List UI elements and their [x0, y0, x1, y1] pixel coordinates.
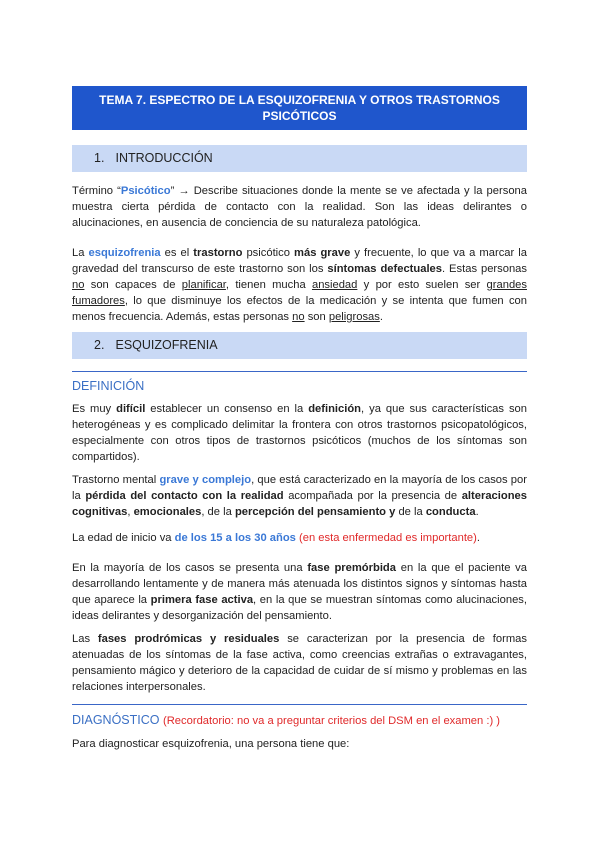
bold-text: emocionales: [133, 506, 202, 518]
text-run: son: [304, 311, 329, 323]
highlight-text: grave y complejo: [159, 474, 252, 486]
definicion-paragraph-4: [72, 560, 527, 624]
text-run: establecer un consenso en la: [145, 403, 309, 415]
underlined-text: ansiedad: [311, 279, 358, 291]
bold-text: síntomas defectuales: [327, 263, 443, 275]
text-run: en la que el paciente va desarrollando lentamente y de manera más atenuada los distintos signos y síntomas hasta que aparece la: [72, 562, 527, 606]
underlined-text: peligrosas: [328, 311, 380, 323]
document-title: [72, 86, 527, 130]
text-run: ,: [127, 506, 134, 518]
bold-text: definición: [308, 403, 362, 415]
text-run: se caracterizan por la presencia de formas atenuadas de los síntomas de la fase activa, como creencias extrañas o extravagantes, pensamiento mágico y deterioro de la capacidad de cuidar de sí mismo y problemas en las relaciones interpersonales.: [72, 633, 527, 693]
text-run: , de la: [201, 506, 235, 518]
text-run: Es muy: [72, 403, 117, 415]
bold-text: alteraciones cognitivas: [72, 490, 527, 518]
text-run: Para diagnosticar esquizofrenia, una persona tiene que:: [72, 738, 350, 750]
bold-text: fase premórbida: [307, 562, 396, 574]
text-run: , tienen mucha: [225, 279, 312, 291]
definicion-paragraph-2: [72, 472, 527, 520]
text-run: y frecuente, lo que va a marcar la gravedad del transcurso de este trastorno son los: [72, 247, 527, 275]
section-label: INTRODUCCIÓN: [115, 151, 213, 165]
term-esquizofrenia: esquizofrenia: [88, 247, 161, 259]
text-run: es el: [160, 247, 194, 259]
underlined-text: grandes fumadores: [72, 279, 527, 307]
text-run: psicótico: [242, 247, 295, 259]
text-run: . Estas personas: [442, 263, 527, 275]
term-psicotico: Psicótico: [120, 185, 171, 197]
underlined-text: no: [292, 311, 305, 323]
bold-text: pérdida del contacto con la realidad: [85, 490, 284, 502]
section-number: 1.: [94, 151, 105, 165]
text-run: ” → Describe situaciones donde la mente se ve afectada y la persona muestra cierta pérdida de contacto con la realidad. Son las ideas delirantes o alucinaciones, en ausencia de conciencia de su naturaleza patológica.: [72, 185, 527, 229]
diagnostico-paragraph-1: [72, 736, 527, 752]
bold-text: más grave: [294, 247, 351, 259]
definicion-paragraph-1: [72, 401, 527, 465]
intro-paragraph-2: [72, 245, 527, 325]
text-run: , lo que disminuye los efectos de la medicación y se intenta que fumen con menos frecuencia. Además, estas personas: [72, 295, 527, 323]
text-run: Término “: [72, 185, 121, 197]
subheading-definicion: DEFINICIÓN: [72, 379, 145, 393]
document-title-text: TEMA 7. ESPECTRO DE LA ESQUIZOFRENIA Y OTROS TRASTORNOS PSICÓTICOS: [99, 93, 500, 123]
bold-text: primera fase activa: [150, 594, 254, 606]
intro-paragraph-1: [72, 183, 527, 231]
highlight-text: de los 15 a los 30 años: [174, 532, 296, 544]
section-label: ESQUIZOFRENIA: [115, 338, 218, 352]
divider-line: [72, 371, 527, 372]
definicion-paragraph-3: [72, 530, 527, 546]
bold-text: conducta: [425, 506, 476, 518]
bold-text: trastorno: [193, 247, 243, 259]
red-note: (en esta enfermedad es importante): [299, 532, 477, 544]
text-run: .: [379, 311, 383, 323]
bold-text: percepción del pensamiento y: [234, 506, 396, 518]
text-run: La: [72, 247, 89, 259]
text-run: , en la que se muestran síntomas como alucinaciones, ideas delirantes y desorganización del pensamiento.: [72, 594, 527, 622]
definicion-paragraph-5: [72, 631, 527, 695]
section-heading-esquizofrenia: [72, 332, 527, 359]
text-run: Las: [72, 633, 98, 645]
diagnostico-note: (Recordatorio: no va a preguntar criterios del DSM en el examen :) ): [163, 715, 501, 727]
text-run: .: [475, 506, 479, 518]
text-run: Trastorno mental: [72, 474, 160, 486]
underlined-text: no: [72, 279, 85, 291]
section-number: 2.: [94, 338, 105, 352]
text-run: La edad de inicio va: [72, 532, 175, 544]
text-run: , ya que sus características son heterogéneas y es complicado delimitar la frontera con otros trastornos psicopatológicos, especialmente con otros tipos de trastornos psicóticos (muchos de los síntomas son compartidos).: [72, 403, 527, 463]
section-heading-introduccion: [72, 145, 527, 172]
text-run: En la mayoría de los casos se presenta una: [72, 562, 308, 574]
text-run: , que está caracterizado en la mayoría de los casos por la: [72, 474, 527, 502]
text-run: y por esto suelen ser: [357, 279, 487, 291]
text-run: de la: [395, 506, 426, 518]
underlined-text: planificar: [181, 279, 226, 291]
diagnostico-heading: DIAGNÓSTICO: [72, 713, 160, 727]
text-run: acompañada por la presencia de: [283, 490, 462, 502]
divider-line: [72, 704, 527, 705]
bold-text: difícil: [116, 403, 146, 415]
subheading-diagnostico: [72, 712, 542, 729]
text-run: son capaces de: [84, 279, 182, 291]
text-run: .: [476, 532, 480, 544]
bold-text: fases prodrómicas y residuales: [97, 633, 280, 645]
